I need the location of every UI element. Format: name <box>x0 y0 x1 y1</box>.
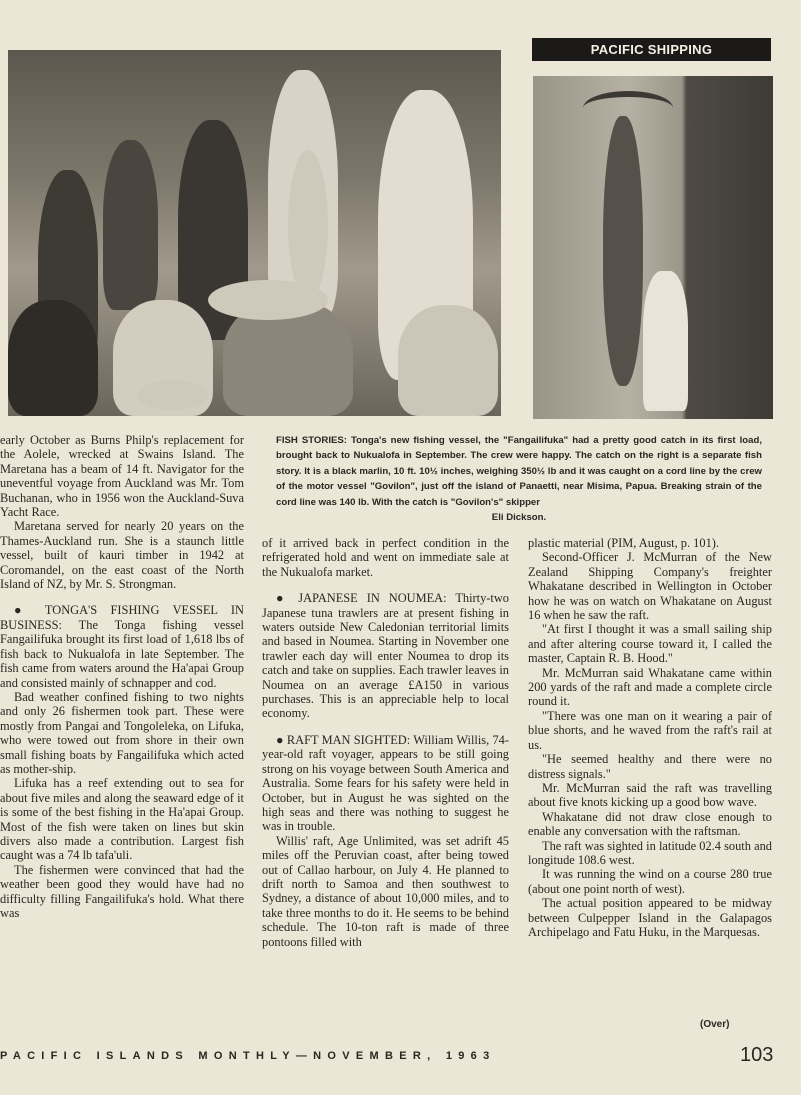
article-column-2 <box>262 536 509 949</box>
paragraph: "At first I thought it was a small sailing ship and after altering course toward it, I called the master, Captain R. B. Hood." <box>528 622 772 666</box>
paragraph: The fishermen were convinced that had the weather been good they would have had no difficulty filling Fangailifuka's hold. What there was <box>0 862 244 920</box>
photo-caption <box>276 433 762 525</box>
section-heading: ● RAFT MAN SIGHTED: <box>276 732 411 747</box>
article-column-1 <box>0 433 244 920</box>
paragraph: "There was one man on it wearing a pair of blue shorts, and he waved from the raft's rail at us. <box>528 708 772 752</box>
caption-credit: Eli Dickson. <box>491 512 547 524</box>
paragraph: plastic material (PIM, August, p. 101). <box>528 536 719 550</box>
page-footer: PACIFIC ISLANDS MONTHLY—NOVEMBER, 1963 <box>0 1050 496 1062</box>
marlin-photo <box>533 76 773 419</box>
paragraph: The raft was sighted in latitude 02.4 south and longitude 108.6 west. <box>528 838 772 867</box>
article-column-3 <box>528 536 772 939</box>
paragraph: It was running the wind on a course 280 true (about one point north of west). <box>528 867 772 896</box>
paragraph: Whakatane did not draw close enough to enable any conversation with the raftsman. <box>528 809 772 839</box>
section-heading: ● JAPANESE IN NOUMEA: <box>276 591 447 606</box>
section-heading: ● TONGA'S FISHING VESSEL IN BUSINESS: <box>0 603 244 632</box>
section-banner: PACIFIC SHIPPING <box>532 38 771 61</box>
continued-marker: (Over) <box>700 1019 730 1030</box>
fishermen-photo <box>8 50 501 416</box>
paragraph: Lifuka has a reef extending out to sea for about five miles and along the seaward edge of it is some of the best fishing in the Ha'apai Group. Most of the fish were taken on lines but skin divers also made a contribution. Largest fish caught was a 74 lb tafa'uli. <box>0 776 244 863</box>
paragraph: Second-Officer J. McMurran of the New Zealand Shipping Company's freighter Whakatane described in Wellington in October how he was on watch on Whakatane on August 16 when he saw the raft. <box>528 550 772 623</box>
paragraph: Mr. McMurran said the raft was travelling about five knots kicking up a good bow wave. <box>528 780 772 810</box>
paragraph: The actual position appeared to be midway between Culpepper Island in the Galapagos Archipelago and Fatu Huku, in the Marquesas. <box>528 896 772 939</box>
paragraph: of it arrived back in perfect condition in the refrigerated hold and went on immediate sale at the Nukualofa market. <box>262 536 509 579</box>
paragraph: Mr. McMurran said Whakatane came within 200 yards of the raft and made a complete circle round it. <box>528 665 772 709</box>
paragraph: ● RAFT MAN SIGHTED: William Willis, 74-year-old raft voyager, appears to be still going strong on his voyage between South America and Australia. Some fears for his safety were held in October, but in August he was sighted on the high seas and there was nothing to suggest he was in trouble. <box>262 732 509 834</box>
paragraph: ● JAPANESE IN NOUMEA: Thirty-two Japanese tuna trawlers are at present fishing in waters outside New Caledonian territorial limits and based in Noumea. Starting in November one trawler each day will enter Noumea to drop its catch and take on supplies. Each trawler leaves in Noumea on an average £A150 in various purchases. This is an appreciable help to local economy. <box>262 591 509 721</box>
paragraph: Willis' raft, Age Unlimited, was set adrift 45 miles off the Peruvian coast, after being towed out of Callao harbour, on July 4. He planned to drift north to Samoa and then southwest to Sydney, a distance of about 10,000 miles, and to take three months to do it. He seems to be behind schedule. The 10-ton raft is made of three pontoons filled with <box>262 833 509 949</box>
page-number: 103 <box>740 1044 774 1066</box>
paragraph: Maretana served for nearly 20 years on the Thames-Auckland run. She is a staunch little vessel, built of kauri timber in 1942 at Coromandel, on the east coast of the North Island of NZ, by Mr. S. Strongman. <box>0 519 244 592</box>
paragraph: early October as Burns Philp's replacement for the Aolele, wrecked at Swains Island. The Maretana has a beam of 14 ft. Navigator for the uneventful voyage from Auckland was Mr. Tom Buchanan, who in 1956 won the Auckland-Suva Yacht Race. <box>0 433 244 520</box>
paragraph: Bad weather confined fishing to two nights and only 26 fishermen took part. These were mostly from Pangai and Tongoleleka, on Lifuka, who were towed out from shore in their own small fishing boats by Fangailifuka which acted as mother-ship. <box>0 689 244 776</box>
caption-text: FISH STORIES: Tonga's new fishing vessel, the "Fangailifuka" had a pretty good catch in its first load, brought back to Nukualofa in September. The crew were happy. The catch on the right is a separate fish story. It is a black marlin, 10 ft. 10½ inches, weighing 350½ lb and it was caught on a cord line by the crew of the motor vessel "Govilon", just off the island of Panaetti, near Misima, Papua. Breaking strain of the cord line was 140 lb. With the catch is "Govilon's" skipper <box>276 435 762 508</box>
paragraph: ● TONGA'S FISHING VESSEL IN BUSINESS: The Tonga fishing vessel Fangailifuka brought its first load of 1,618 lbs of fish back to Nukualofa in late September. The fish came from waters around the Ha'apai Group and consisted mainly of schnapper and cod. <box>0 603 244 690</box>
paragraph: "He seemed healthy and there were no distress signals." <box>528 752 772 781</box>
